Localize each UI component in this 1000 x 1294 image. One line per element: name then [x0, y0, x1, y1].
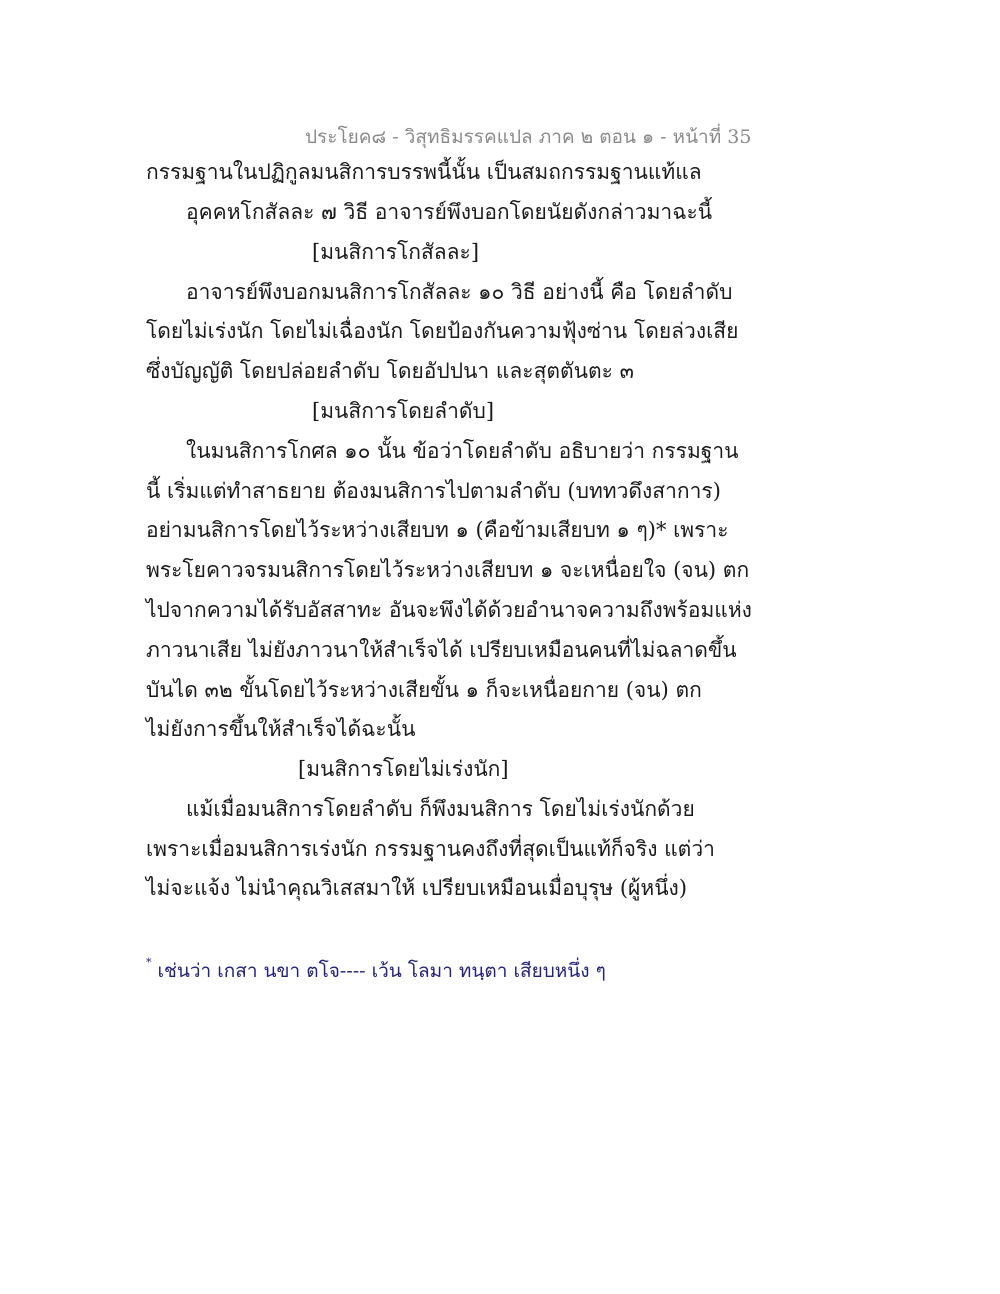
body-line: ไม่ยังการขึ้นให้สำเร็จได้ฉะนั้น: [146, 717, 416, 741]
body-line: ภาวนาเสีย ไม่ยังภาวนาให้สำเร็จได้ เปรียบเหมือนคนที่ไม่ฉลาดขึ้น: [146, 638, 737, 662]
body-line: อาจารย์พึงบอกมนสิการโกสัลละ ๑๐ วิธี อย่างนี้ คือ โดยลำดับ: [186, 280, 733, 304]
section-heading: [มนสิการโดยลำดับ]: [312, 399, 495, 423]
footnote-marker: *: [146, 956, 152, 969]
body-line: กรรมฐานในปฏิกูลมนสิการบรรพนี้นั้น เป็นสมถกรรมฐานแท้แล: [146, 160, 702, 184]
body-line: ซึ่งบัญญัติ โดยปล่อยลำดับ โดยอัปปนา และสุตตันตะ ๓: [146, 359, 634, 383]
body-line: แม้เมื่อมนสิการโดยลำดับ ก็พึงมนสิการ โดยไม่เร่งนักด้วย: [186, 797, 695, 821]
section-heading: [มนสิการโดยไม่เร่งนัก]: [298, 757, 509, 781]
body-line: ในมนสิการโกศล ๑๐ นั้น ข้อว่าโดยลำดับ อธิบายว่า กรรมฐาน: [186, 439, 739, 463]
body-line: อย่ามนสิการโดยไว้ระหว่างเสียบท ๑ (คือข้ามเสียบท ๑ ๆ)* เพราะ: [146, 518, 729, 542]
body-line: บันได ๓๒ ขั้นโดยไว้ระหว่างเสียขั้น ๑ ก็จะเหนื่อยกาย (จน) ตก: [146, 678, 702, 702]
body-line: อุคคหโกสัลละ ๗ วิธี อาจารย์พึงบอกโดยนัยดังกล่าวมาฉะนี้: [186, 200, 713, 224]
body-line: พระโยคาวจรมนสิการโดยไว้ระหว่างเสียบท ๑ จะเหนื่อยใจ (จน) ตก: [146, 558, 750, 582]
body-line: ไม่จะแจ้ง ไม่นำคุณวิเสสมาให้ เปรียบเหมือนเมื่อบุรุษ (ผู้หนึ่ง): [146, 876, 688, 900]
page-header: ประโยค๘ - วิสุทธิมรรคแปล ภาค ๒ ตอน ๑ - หน้าที่ 35: [305, 126, 752, 148]
footnote: [146, 956, 606, 986]
footnote-text: เช่นว่า เกสา นขา ตโจ---- เว้น โลมา ทนฺตา เสียบหนึ่ง ๆ: [157, 960, 606, 982]
body-line: โดยไม่เร่งนัก โดยไม่เฉื่องนัก โดยป้องกันความฟุ้งซ่าน โดยล่วงเสีย: [146, 319, 739, 343]
section-heading: [มนสิการโกสัลละ]: [312, 240, 480, 264]
body-line: เพราะเมื่อมนสิการเร่งนัก กรรมฐานคงถึงที่สุดเป็นแท้ก็จริง แต่ว่า: [146, 837, 715, 861]
body-line: นี้ เริ่มแต่ทำสาธยาย ต้องมนสิการไปตามลำดับ (บททวดึงสาการ): [146, 479, 721, 503]
body-line: ไปจากความได้รับอัสสาทะ อันจะพึงได้ด้วยอำนาจความถึงพร้อมแห่ง: [146, 598, 752, 622]
